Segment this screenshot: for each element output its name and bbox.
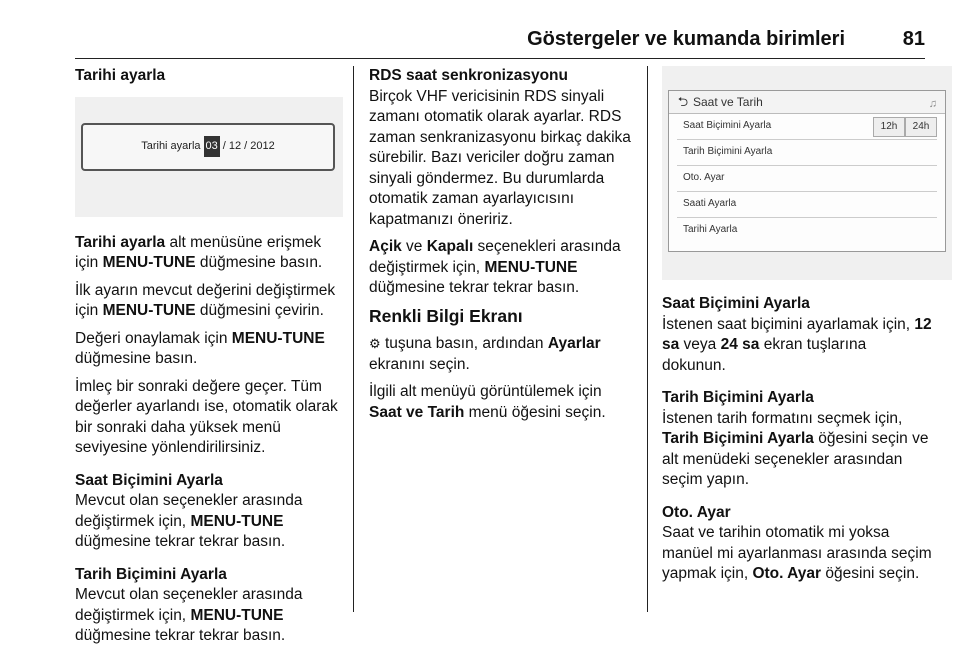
paragraph: Mevcut olan seçenekler arasında değiştirmek için, MENU-TUNE düğmesine tekrar tekrar basın. — [75, 492, 303, 550]
paragraph: ⚙ tuşuna basın, ardından Ayarlar ekranını seçin. — [369, 335, 601, 373]
24h-button[interactable]: 24h — [905, 117, 937, 137]
info-display — [668, 90, 946, 252]
column-divider — [353, 66, 354, 612]
paragraph: İmleç bir sonraki değere geçer. Tüm değerler ayarlandı ise, otomatik olarak bir sonraki daha yüksek menü seviyesine yönlendirilirsiniz. — [75, 377, 338, 456]
date-setting-figure — [75, 97, 343, 217]
menu-item-auto-set[interactable]: Oto. Ayar — [677, 166, 937, 192]
subheading: Tarih Biçimini Ayarla — [75, 565, 227, 583]
screen-titlebar — [669, 91, 945, 114]
paragraph: Açik ve Kapalı seçenekleri arasında değiştirmek için, MENU-TUNE düğmesine tekrar tekrar basın. — [369, 238, 621, 296]
settings-gear-icon: ⚙ — [369, 336, 381, 351]
section-heading: Tarihi ayarla — [75, 67, 166, 84]
paragraph: İstenen saat biçimini ayarlamak için, 12 sa veya 24 sa ekran tuşlarına dokunun. — [662, 315, 932, 374]
subheading: Tarih Biçimini Ayarla — [662, 389, 814, 406]
subheading: RDS saat senkronizasyonu — [369, 67, 568, 84]
column-3 — [662, 66, 937, 592]
paragraph: Tarihi ayarla alt menüsüne erişmek için MENU-TUNE düğmesine basın. — [75, 233, 323, 271]
paragraph: Mevcut olan seçenekler arasında değiştirmek için, MENU-TUNE düğmesine tekrar tekrar basın. — [75, 586, 303, 644]
paragraph: İstenen tarih formatını seçmek için, Tarih Biçimini Ayarla öğesini seçin ve alt menüdeki seçenekler arasından seçim yapın. — [662, 409, 929, 488]
screen-title: Saat ve Tarih — [693, 94, 763, 109]
screen-figure — [662, 66, 952, 280]
section-title: Renkli Bilgi Ekranı — [369, 305, 523, 326]
date-field: Tarihi ayarla 03 / 12 / 2012 — [81, 123, 335, 171]
day-selected: 03 — [204, 136, 220, 157]
page-header — [75, 28, 925, 59]
page-number: 81 — [902, 28, 925, 50]
12h-button[interactable]: 12h — [873, 117, 905, 137]
paragraph: İlk ayarın mevcut değerini değiştirmek için MENU-TUNE düğmesini çevirin. — [75, 281, 336, 319]
subheading: Saat Biçimini Ayarla — [75, 471, 223, 489]
back-arrow-icon[interactable]: ⮌ — [677, 93, 689, 109]
column-2 — [369, 66, 637, 430]
paragraph: Saat ve tarihin otomatik mi yoksa manüel mi ayarlanması arasında seçim yapmak için, Oto. Ayar öğesini seçin. — [662, 524, 932, 582]
format-buttons — [873, 117, 937, 137]
menu-item-date-format[interactable]: Tarih Biçimini Ayarla — [677, 140, 937, 166]
subheading: Saat Biçimini Ayarla — [662, 295, 810, 312]
column-divider — [647, 66, 648, 612]
menu-item-set-time[interactable]: Saati Ayarla — [677, 192, 937, 218]
subheading: Oto. Ayar — [662, 503, 731, 521]
header-title: Göstergeler ve kumanda birimleri — [527, 28, 845, 50]
paragraph: Birçok VHF vericisinin RDS sinyali zamanı otomatik olarak ayarlar. RDS zaman senkranizasyonu birkaç dakika sürebilir. Bazı vericiler doğru zaman sinyali göndermez. Bu durumlarda otomatik zaman ayarlayıcısını kapatmanızı öneririz. — [369, 87, 631, 228]
column-1 — [75, 66, 343, 654]
paragraph: Değeri onaylamak için MENU-TUNE düğmesine basın. — [75, 329, 325, 367]
menu-item-set-date[interactable]: Tarihi Ayarla — [683, 224, 738, 236]
music-note-icon[interactable]: ♫ — [928, 98, 937, 110]
menu-item-time-format[interactable]: Saat Biçimini Ayarla 12h 24h — [677, 114, 937, 140]
paragraph: İlgili alt menüyü görüntülemek için Saat ve Tarih menü öğesini seçin. — [369, 383, 606, 421]
